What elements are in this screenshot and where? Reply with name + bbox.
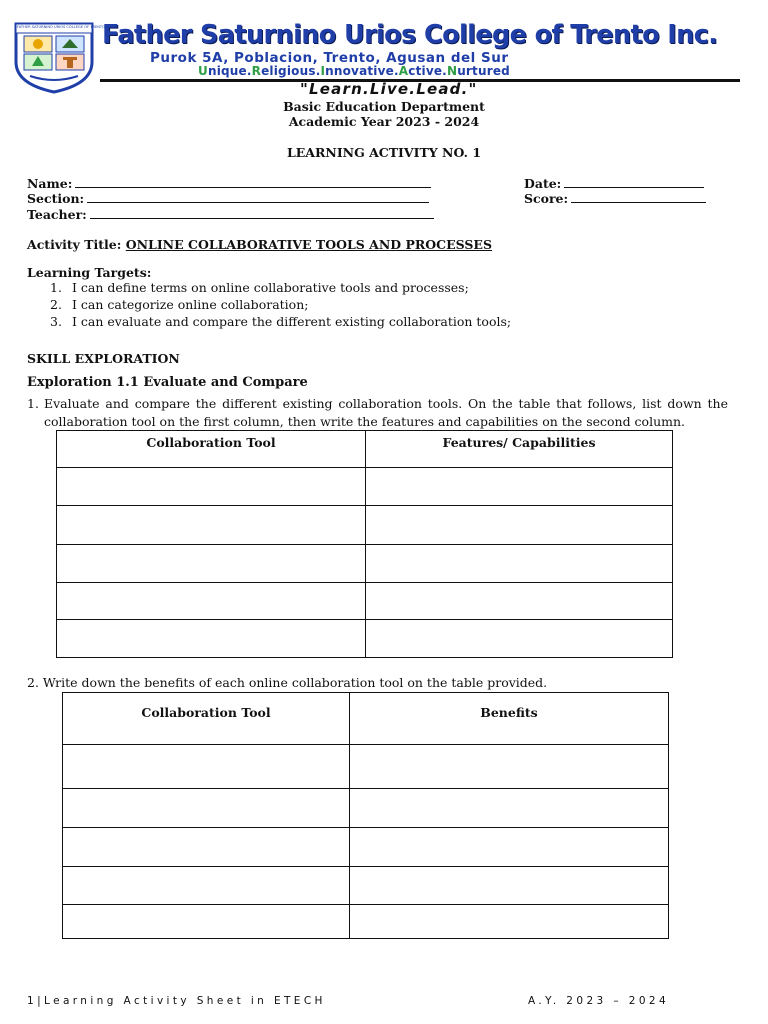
table-row [63,745,669,789]
motto-word: urtured [457,64,510,78]
activity-title-value: ONLINE COLLABORATIVE TOOLS AND PROCESSES [125,237,492,252]
table-row [63,828,669,867]
table-cell[interactable] [366,545,673,583]
school-tagline: "Learn.Live.Lead." [300,80,478,98]
section-field[interactable] [27,191,429,206]
table-cell[interactable] [63,905,350,939]
table-row [57,506,673,545]
exploration-title: Exploration 1.1 Evaluate and Compare [27,375,308,390]
target-text: I can categorize online collaboration; [72,297,309,312]
table-cell[interactable] [350,867,669,905]
activity-number-title: LEARNING ACTIVITY NO. 1 [286,145,482,160]
target-item [50,314,512,329]
table-cell[interactable] [57,583,366,620]
table-cell[interactable] [350,828,669,867]
target-number: 3. [50,314,62,329]
section-label: Section: [27,191,85,206]
question-1 [27,395,728,431]
target-number: 2. [50,297,62,312]
table-row [57,468,673,506]
motto-word: ctive. [408,64,447,78]
table-row [63,867,669,905]
section-blank[interactable] [87,191,429,203]
footer-page-label: 1|Learning Activity Sheet in ETECH [27,995,326,1007]
table1-header-features: Features/ Capabilities [366,431,673,468]
motto-letter: U [198,64,208,78]
motto-letter: R [251,64,262,78]
table1-header-tool: Collaboration Tool [57,431,366,468]
skill-exploration-heading: SKILL EXPLORATION [27,351,180,366]
table-row [57,583,673,620]
motto-letter: A [398,64,409,78]
table-cell[interactable] [350,745,669,789]
activity-title-label: Activity Title: [27,237,126,252]
table-cell[interactable] [366,583,673,620]
activity-title [27,237,492,252]
score-blank[interactable] [571,191,706,203]
logo-text: FATHER SATURNINO URIOS COLLEGE OF TRENTO INC. [17,25,114,29]
question-1-text: Evaluate and compare the different existing collaboration tools. On the table that follows, list down the collaboration tool on the first column, then write the features and capabilities on the second column. [44,396,728,429]
target-text: I can evaluate and compare the different existing collaboration tools; [72,314,512,329]
table-cell[interactable] [57,620,366,658]
target-item [50,297,309,312]
table-cell[interactable] [366,468,673,506]
score-label: Score: [524,191,569,206]
motto-word: eligious. [261,64,321,78]
table-cell[interactable] [63,828,350,867]
motto-word: nnovative. [325,64,399,78]
table-cell[interactable] [63,867,350,905]
table-cell[interactable] [350,905,669,939]
name-blank[interactable] [75,176,431,188]
school-logo [10,18,114,94]
name-label: Name: [27,176,73,191]
academic-year-line: Academic Year 2023 - 2024 [288,114,480,129]
benefits-table [62,692,669,939]
table-cell[interactable] [57,545,366,583]
table-cell[interactable] [63,745,350,789]
teacher-blank[interactable] [90,207,434,219]
teacher-field[interactable] [27,207,434,222]
question-1-number: 1. [27,396,39,411]
table-row [63,905,669,939]
target-item [50,280,469,295]
learning-targets-heading: Learning Targets: [27,265,152,280]
date-blank[interactable] [564,176,704,188]
date-field[interactable] [524,176,704,191]
motto-letter: N [446,64,458,78]
target-number: 1. [50,280,62,295]
motto-letter: I [320,64,326,78]
features-table [56,430,673,658]
table-cell[interactable] [366,506,673,545]
name-field[interactable] [27,176,431,191]
target-text: I can define terms on online collaborative tools and processes; [72,280,469,295]
table-cell[interactable] [350,789,669,828]
motto-word: nique. [207,64,252,78]
table-row [57,620,673,658]
table-cell[interactable] [57,506,366,545]
table2-header-tool: Collaboration Tool [63,693,350,745]
school-name: Father Saturnino Urios College of Trento Inc. [102,20,718,50]
footer-academic-year: A.Y. 2023 – 2024 [528,995,670,1007]
table2-header-benefits: Benefits [350,693,669,745]
score-field[interactable] [524,191,706,206]
question-2: 2. Write down the benefits of each online collaboration tool on the table provided. [27,675,548,690]
date-label: Date: [524,176,562,191]
table-cell[interactable] [366,620,673,658]
department-line: Basic Education Department [283,99,485,114]
table-cell[interactable] [63,789,350,828]
school-address: Purok 5A, Poblacion, Trento, Agusan del Sur [150,50,509,66]
table-row [63,789,669,828]
table-row [57,545,673,583]
school-motto [198,64,510,78]
table-cell[interactable] [57,468,366,506]
teacher-label: Teacher: [27,207,87,222]
